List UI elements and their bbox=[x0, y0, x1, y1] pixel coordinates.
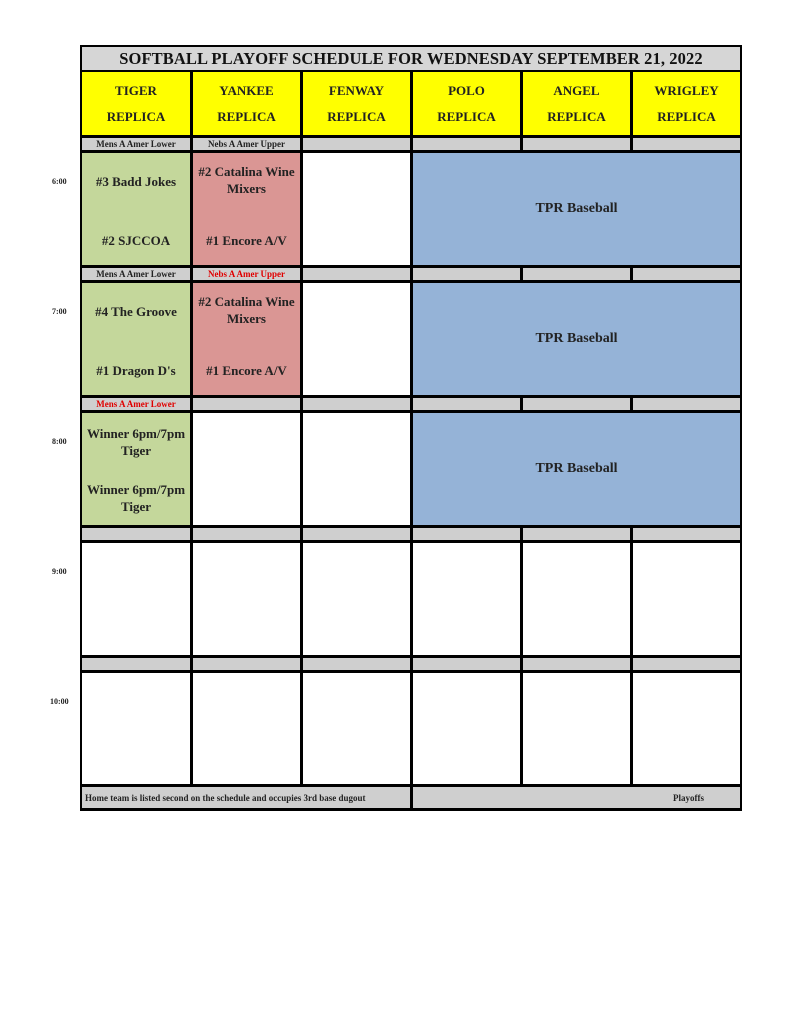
division-band bbox=[303, 658, 410, 670]
empty-slot-angel-9pm bbox=[523, 543, 630, 655]
division-band bbox=[193, 658, 300, 670]
home-team: Winner 6pm/7pm Tiger bbox=[86, 482, 186, 514]
empty-slot-wrigley-9pm bbox=[633, 543, 740, 655]
time-label-8pm: 8:00 bbox=[52, 437, 67, 446]
time-label-7pm: 7:00 bbox=[52, 307, 67, 316]
baseball-block-7pm: TPR Baseball bbox=[413, 283, 740, 395]
game-yankee-6pm bbox=[193, 153, 300, 265]
division-band: Nebs A Amer Upper bbox=[193, 138, 300, 150]
division-band bbox=[633, 398, 740, 410]
empty-slot-yankee-8pm bbox=[193, 413, 300, 525]
game-tiger-8pm bbox=[82, 413, 190, 525]
game-tiger-7pm bbox=[82, 283, 190, 395]
empty-slot-fenway-8pm bbox=[303, 413, 410, 525]
division-band bbox=[303, 398, 410, 410]
empty-slot-wrigley-10pm bbox=[633, 673, 740, 784]
division-band bbox=[413, 398, 520, 410]
game-yankee-7pm bbox=[193, 283, 300, 395]
field-name: FENWAY bbox=[328, 82, 385, 98]
schedule-title: SOFTBALL PLAYOFF SCHEDULE FOR WEDNESDAY SEPTEMBER 21, 2022 bbox=[82, 47, 740, 70]
division-band bbox=[523, 398, 630, 410]
time-label-6pm: 6:00 bbox=[52, 177, 67, 186]
division-band bbox=[193, 528, 300, 540]
empty-slot-fenway-7pm bbox=[303, 283, 410, 395]
away-team: #4 The Groove bbox=[95, 304, 177, 319]
division-band bbox=[633, 528, 740, 540]
empty-slot-polo-10pm bbox=[413, 673, 520, 784]
away-team: #3 Badd Jokes bbox=[95, 174, 177, 189]
baseball-block-6pm: TPR Baseball bbox=[413, 153, 740, 265]
division-band bbox=[303, 268, 410, 280]
field-sub: REPLICA bbox=[327, 108, 386, 124]
time-label-9pm: 9:00 bbox=[52, 567, 67, 576]
away-team: Winner 6pm/7pm Tiger bbox=[86, 426, 186, 458]
footer-label: Playoffs bbox=[413, 787, 740, 808]
empty-slot-yankee-9pm bbox=[193, 543, 300, 655]
division-band bbox=[413, 658, 520, 670]
field-name: ANGEL bbox=[553, 82, 600, 98]
field-header-angel bbox=[523, 72, 630, 135]
field-sub: REPLICA bbox=[657, 108, 716, 124]
baseball-block-8pm: TPR Baseball bbox=[413, 413, 740, 525]
division-band: Mens A Amer Lower bbox=[82, 268, 190, 280]
division-band bbox=[633, 138, 740, 150]
field-sub: REPLICA bbox=[106, 108, 166, 124]
empty-slot-fenway-9pm bbox=[303, 543, 410, 655]
field-header-polo bbox=[413, 72, 520, 135]
division-band: Mens A Amer Lower bbox=[82, 138, 190, 150]
empty-slot-yankee-10pm bbox=[193, 673, 300, 784]
away-team: #2 Catalina Wine Mixers bbox=[198, 294, 295, 326]
field-name: YANKEE bbox=[219, 82, 274, 98]
field-header-fenway bbox=[303, 72, 410, 135]
division-band bbox=[633, 268, 740, 280]
division-band bbox=[413, 528, 520, 540]
division-band bbox=[82, 528, 190, 540]
division-band bbox=[633, 658, 740, 670]
empty-slot-fenway-6pm bbox=[303, 153, 410, 265]
division-band-highlighted: Nebs A Amer Upper bbox=[193, 268, 300, 280]
footer-note: Home team is listed second on the schedule and occupies 3rd base dugout bbox=[82, 787, 410, 808]
empty-slot-polo-9pm bbox=[413, 543, 520, 655]
empty-slot-tiger-9pm bbox=[82, 543, 190, 655]
home-team: #1 Encore A/V bbox=[206, 363, 287, 378]
field-sub: REPLICA bbox=[217, 108, 276, 124]
field-name: TIGER bbox=[115, 82, 157, 98]
field-header-wrigley bbox=[633, 72, 740, 135]
division-band bbox=[82, 658, 190, 670]
field-header-tiger bbox=[82, 72, 190, 135]
field-name: WRIGLEY bbox=[654, 82, 719, 98]
away-team: #2 Catalina Wine Mixers bbox=[198, 164, 295, 196]
division-band bbox=[523, 268, 630, 280]
division-band bbox=[413, 138, 520, 150]
empty-slot-angel-10pm bbox=[523, 673, 630, 784]
division-band bbox=[523, 658, 630, 670]
division-band bbox=[303, 528, 410, 540]
time-label-10pm: 10:00 bbox=[50, 697, 69, 706]
division-band-highlighted: Mens A Amer Lower bbox=[82, 398, 190, 410]
field-sub: REPLICA bbox=[547, 108, 606, 124]
empty-slot-tiger-10pm bbox=[82, 673, 190, 784]
division-band bbox=[303, 138, 410, 150]
empty-slot-fenway-10pm bbox=[303, 673, 410, 784]
home-team: #2 SJCCOA bbox=[101, 233, 171, 248]
field-sub: REPLICA bbox=[437, 108, 496, 124]
field-name: POLO bbox=[448, 82, 485, 98]
division-band bbox=[193, 398, 300, 410]
division-band bbox=[523, 138, 630, 150]
division-band bbox=[523, 528, 630, 540]
division-band bbox=[413, 268, 520, 280]
game-tiger-6pm bbox=[82, 153, 190, 265]
home-team: #1 Dragon D's bbox=[96, 363, 176, 378]
schedule-table bbox=[80, 45, 742, 811]
home-team: #1 Encore A/V bbox=[206, 233, 287, 248]
field-header-yankee bbox=[193, 72, 300, 135]
